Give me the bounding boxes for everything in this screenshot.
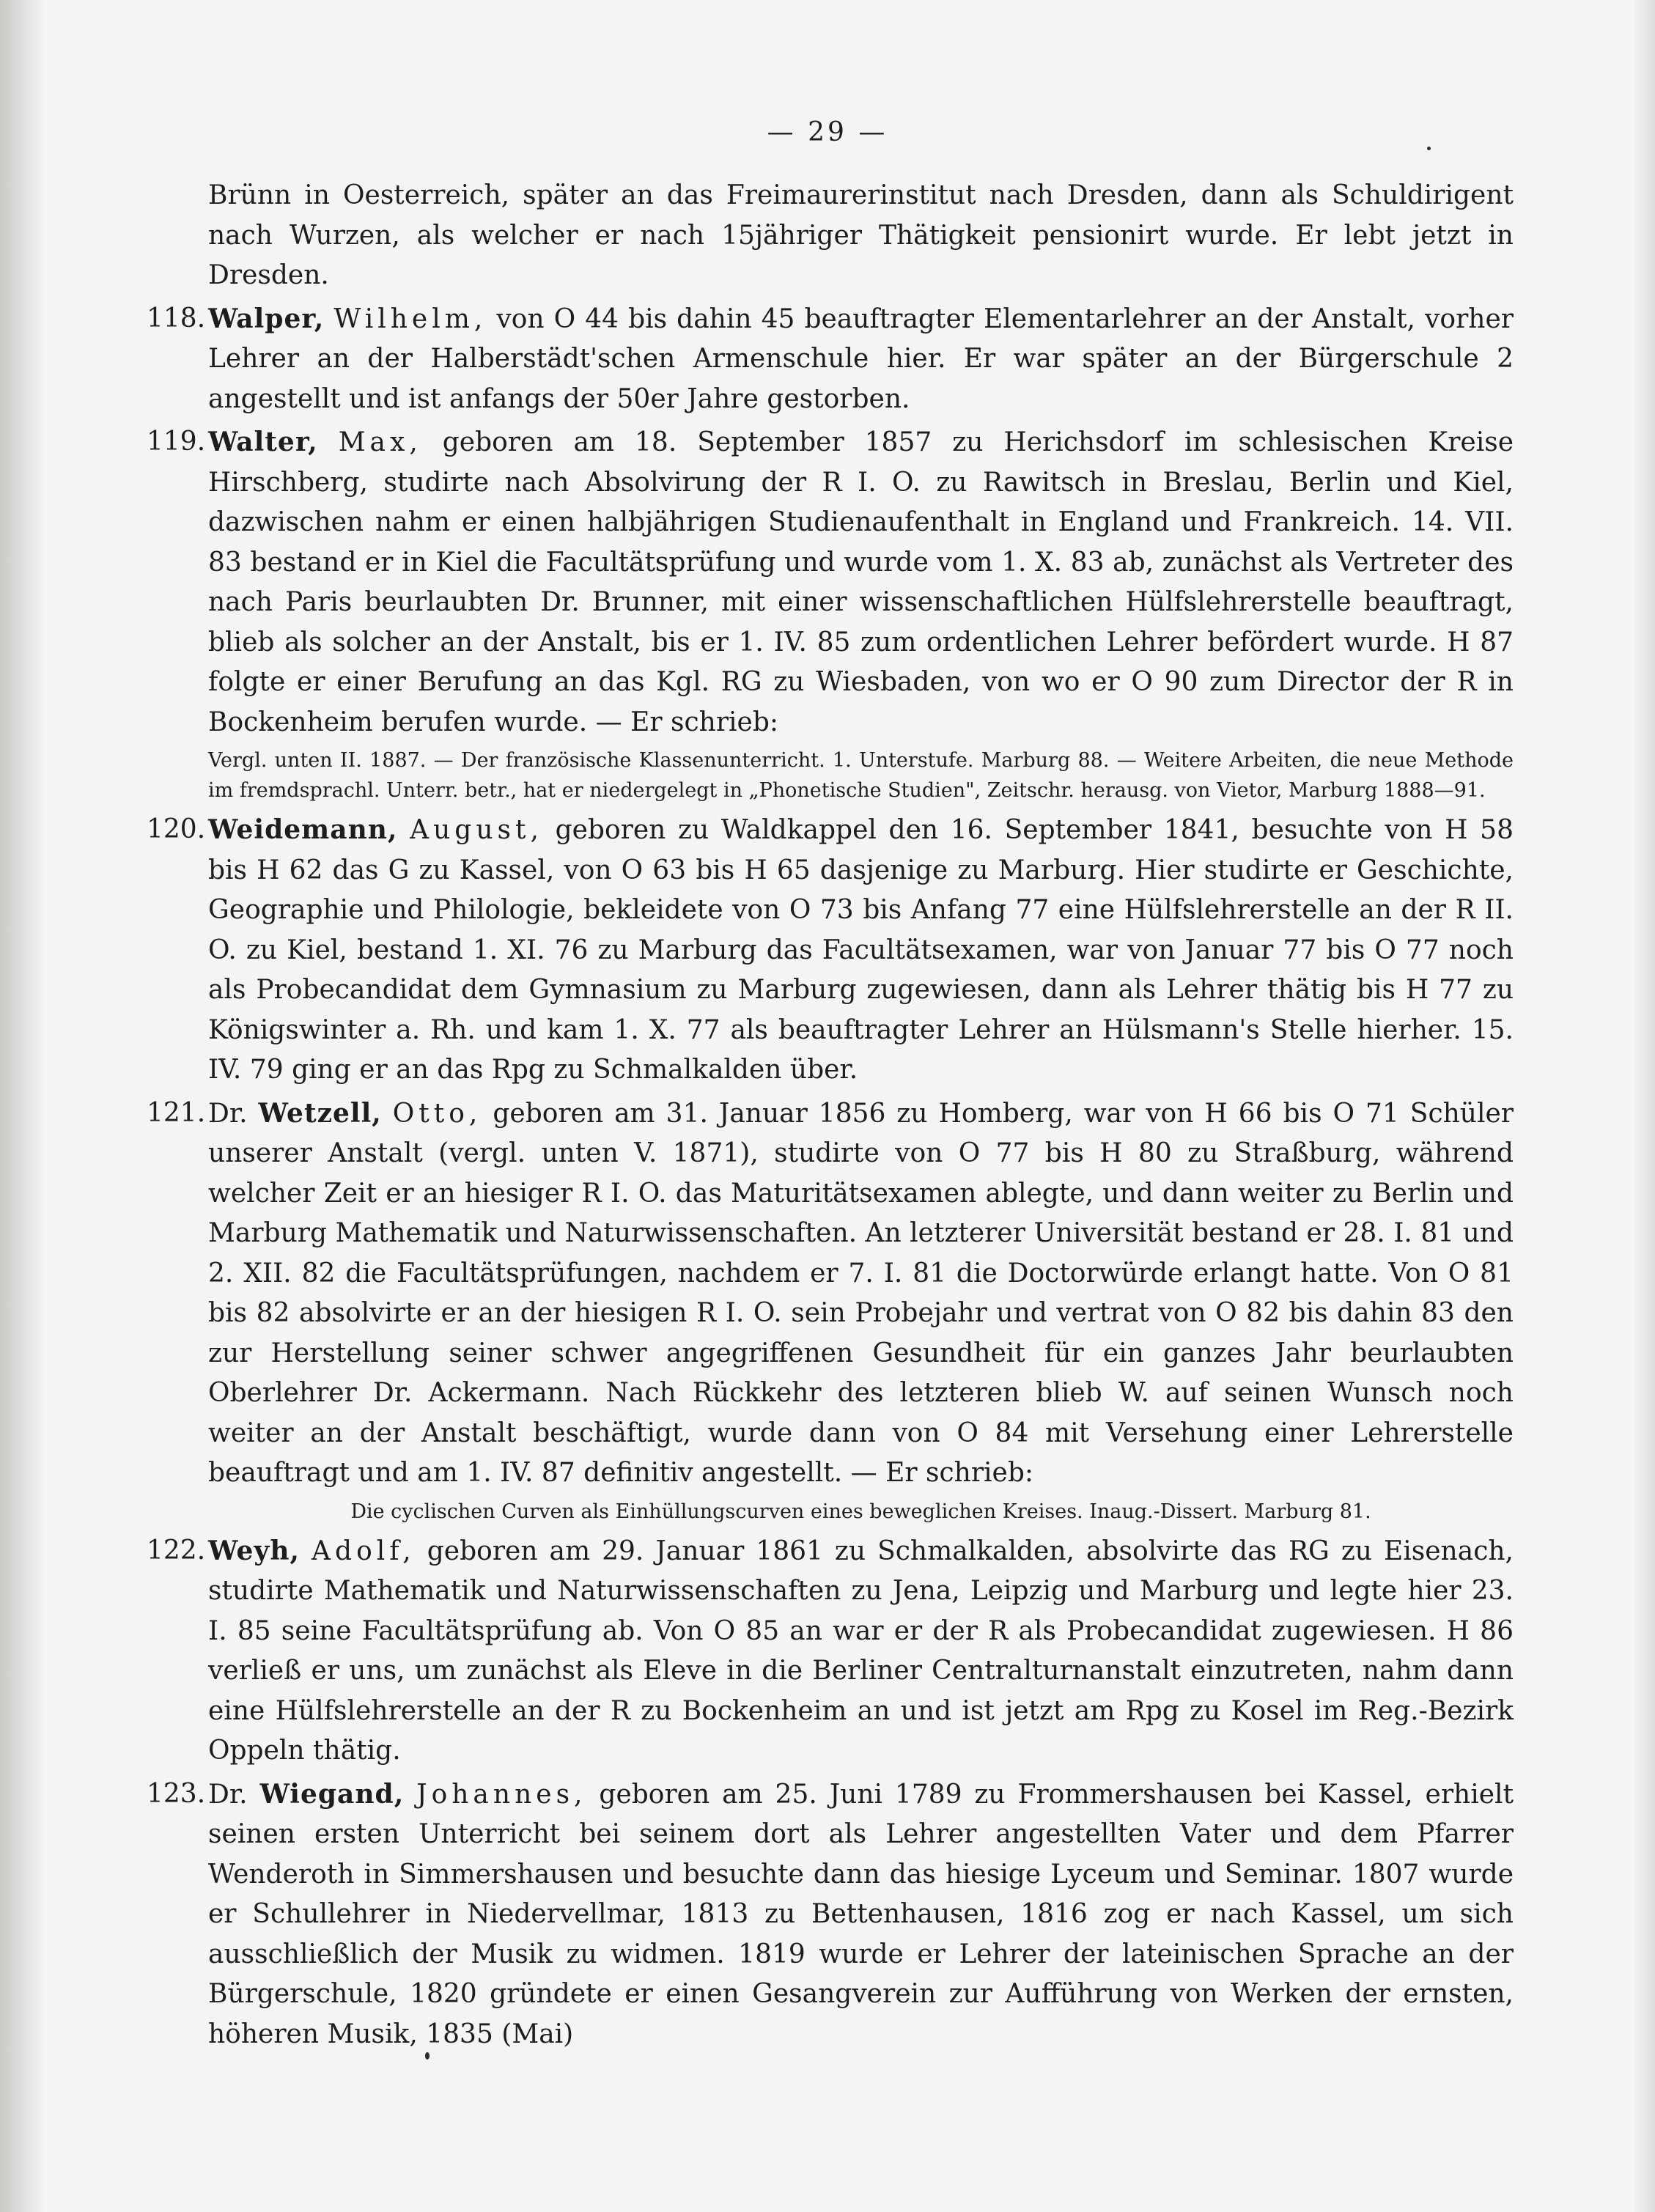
entry-surname: Walter, <box>208 427 318 457</box>
entry-body <box>208 1774 1514 2055</box>
entry-surname: Walper, <box>208 303 325 334</box>
entry-given-name: Otto, <box>392 1098 482 1129</box>
entry-number: 122. <box>147 1535 206 1566</box>
intro-paragraph: Brünn in Oesterreich, später an das Freimaurerinstitut nach Dresden, dann als Schuldirigent nach Wurzen, als welcher er nach 15jähriger Thätigkeit pensionirt wurde. Er lebt jetzt in Dresden. <box>208 180 1514 290</box>
entry-number: 120. <box>147 814 206 844</box>
page-edge <box>1633 0 1655 2212</box>
entry-text: geboren am 31. Januar 1856 zu Homberg, war von H 66 bis O 71 Schüler unserer Anstalt (vergl. unten V. 1871), studirte von O 77 bis H 80 zu Straßburg, während welcher Zeit er an hiesiger R I. O. das Maturitätsexamen ablegte, und dann weiter zu Berlin und Marburg Mathematik und Naturwissenschaften. An letzterer Universität bestand er 28. I. 81 und 2. XII. 82 die Facultätsprüfungen, nachdem er 7. I. 81 die Doctorwürde erlangt hatte. Von O 81 bis 82 absolvirte er an der hiesigen R I. O. sein Probejahr und vertrat von O 82 bis dahin 83 den zur Herstellung seiner schwer angegriffenen Gesundheit für ein ganzes Jahr beurlaubten Oberlehrer Dr. Ackermann. Nach Rückkehr des letzteren blieb W. auf seinen Wunsch noch weiter an der Anstalt beschäftigt, wurde dann von O 84 mit Versehung einer Lehrerstelle beauftragt und am 1. IV. 87 definitiv angestellt. — Er schrieb: <box>208 1098 1514 1488</box>
entry-surname: Wetzell, <box>258 1097 382 1129</box>
entry-body <box>208 1531 1514 1772</box>
entry-120 <box>147 810 1514 1091</box>
entry-123 <box>147 1774 1514 2055</box>
page-number: — 29 — <box>767 117 888 147</box>
entry-body <box>208 299 1514 420</box>
entry-given-name: Adolf, <box>312 1536 416 1566</box>
entry-surname: Weyh, <box>208 1535 301 1566</box>
entry-number: 118. <box>147 303 206 333</box>
entry-footnote: Vergl. unten II. 1887. — Der französische Klassenunterricht. 1. Unterstufe. Marburg 88. — Weitere Arbeiten, die neue Methode im fremdsprachl. Unterr. betr., hat er niedergelegt in „Phonetische Studien", Zeitschr. herausg. von Vietor, Marburg 1888—91. <box>208 749 1514 802</box>
entry-number: 119. <box>147 427 206 457</box>
entry-text: geboren am 25. Juni 1789 zu Frommershausen bei Kassel, erhielt seinen ersten Unterricht bei seinem dort als Lehrer angestellten Vater und dem Pfarrer Wenderoth in Simmershausen und besuchte dann das hiesige Lyceum und Seminar. 1807 wurde er Schullehrer in Niedervellmar, 1813 zu Bettenhausen, 1816 zog er nach Kassel, um sich ausschließlich der Musik zu widmen. 1819 wurde er Lehrer der lateinischen Sprache an der Bürgerschule, 1820 gründete er einen Gesangverein zur Aufführung von Werken der ernsten, höheren Musik, 1835 (Mai) <box>208 1779 1514 2049</box>
entry-title-prefix: Dr. <box>208 1098 248 1129</box>
entry-given-name: Max, <box>338 427 422 457</box>
ink-speck <box>425 2052 430 2060</box>
entry-body <box>208 810 1514 1091</box>
entry-number: 121. <box>147 1097 206 1128</box>
entry-given-name: August, <box>410 815 543 845</box>
entry-title-prefix: Dr. <box>208 1779 248 1810</box>
entry-given-name: Johannes, <box>416 1779 587 1810</box>
entry-surname: Wiegand, <box>259 1778 405 1810</box>
entry-text: geboren am 29. Januar 1861 zu Schmalkalden, absolvirte das RG zu Eisenach, studirte Mathematik und Naturwissenschaften zu Jena, Leipzig und Marburg und legte hier 23. I. 85 seine Facultätsprüfung ab. Von O 85 an war er der R als Probecandidat zugewiesen. H 86 verließ er uns, um zunächst als Eleve in die Berliner Centralturnanstalt einzutreten, nahm dann eine Hülfslehrerstelle an der R zu Bockenheim an und ist jetzt am Rpg zu Kosel im Reg.-Bezirk Oppeln thätig. <box>208 1536 1514 1766</box>
entry-119 <box>147 422 1514 742</box>
entry-118 <box>147 299 1514 420</box>
entry-body <box>208 422 1514 742</box>
entry-text: geboren zu Waldkappel den 16. September 1841, besuchte von H 58 bis H 62 das G zu Kassel, von O 63 bis H 65 dasjenige zu Marburg. Hier studirte er Geschichte, Geographie und Philologie, bekleidete von O 73 bis Anfang 77 eine Hülfslehrerstelle an der R II. O. zu Kiel, bestand 1. XI. 76 zu Marburg das Facultätsexamen, war von Januar 77 bis O 77 noch als Probecandidat dem Gymnasium zu Marburg zugewiesen, dann als Lehrer thätig bis H 77 zu Königswinter a. Rh. und kam 1. X. 77 als beauftragter Lehrer an Hülsmann's Stelle hierher. 15. IV. 79 ging er an das Rpg zu Schmalkalden über. <box>208 815 1514 1085</box>
entry-footnote: Die cyclischen Curven als Einhüllungscurven eines beweglichen Kreises. Inaug.-Dissert. Marburg 81. <box>350 1500 1371 1523</box>
entry-text: von O 44 bis dahin 45 beauftragter Elementarlehrer an der Anstalt, vorher Lehrer an der Halberstädt'schen Armenschule hier. Er war später an der Bürgerschule 2 angestellt und ist anfangs der 50er Jahre gestorben. <box>208 303 1514 414</box>
entry-121 <box>147 1094 1514 1494</box>
entry-surname: Weidemann, <box>208 814 398 845</box>
entry-body <box>208 1094 1514 1494</box>
entry-number: 123. <box>147 1778 206 1809</box>
entry-given-name: Wilhelm, <box>333 303 487 334</box>
entry-text: geboren am 18. September 1857 zu Herichsdorf im schlesischen Kreise Hirschberg, studirte nach Absolvirung der R I. O. zu Rawitsch in Breslau, Berlin und Kiel, dazwischen nahm er einen halbjährigen Studienaufenthalt in England und Frankreich. 14. VII. 83 bestand er in Kiel die Facultätsprüfung und wurde vom 1. X. 83 ab, zunächst als Vertreter des nach Paris beurlaubten Dr. Brunner, mit einer wissenschaftlichen Hülfslehrerstelle beauftragt, blieb als solcher an der Anstalt, bis er 1. IV. 85 zum ordentlichen Lehrer befördert wurde. H 87 folgte er einer Berufung an das Kgl. RG zu Wiesbaden, von wo er O 90 zum Director der R in Bockenheim berufen wurde. — Er schrieb: <box>208 427 1514 737</box>
page-content <box>147 176 1514 2054</box>
entry-122 <box>147 1531 1514 1772</box>
ink-speck <box>1427 147 1431 150</box>
binding-shadow <box>0 0 44 2212</box>
